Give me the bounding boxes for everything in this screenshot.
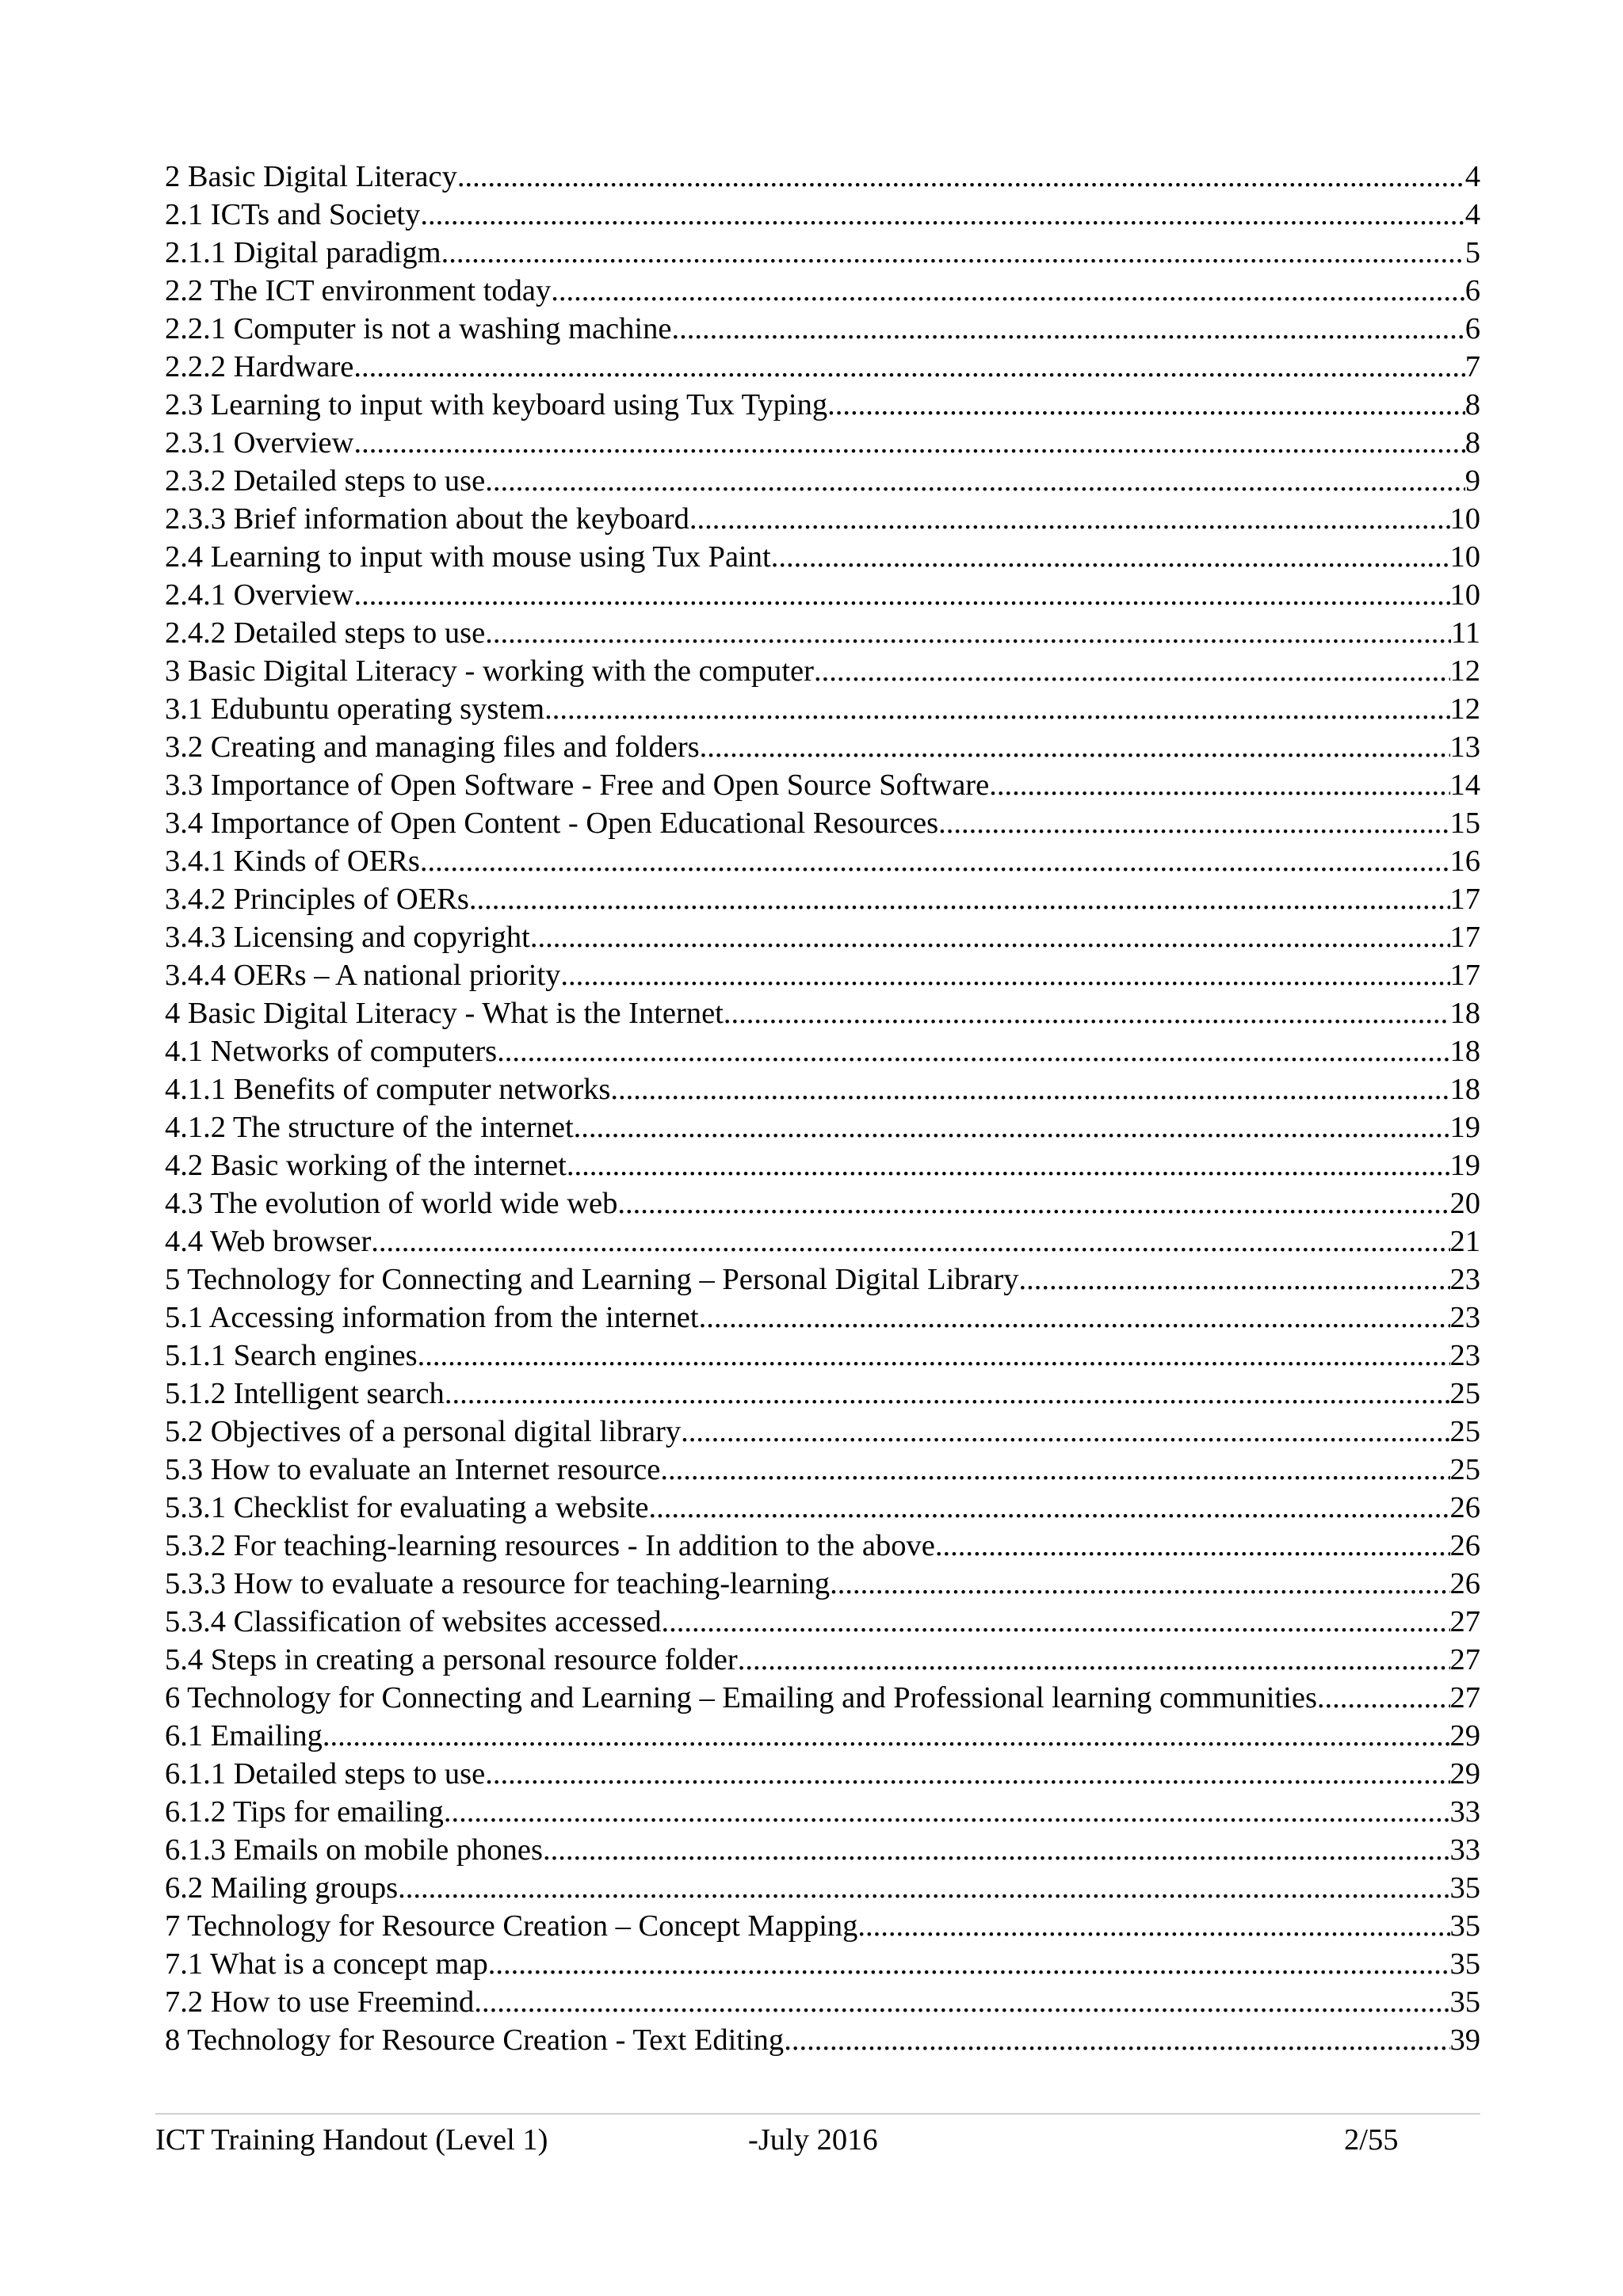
toc-dot-leader bbox=[497, 1032, 1449, 1070]
toc-entry-title: 5.3 How to evaluate an Internet resource bbox=[165, 1453, 661, 1486]
toc-entry-title: 7.1 What is a concept map bbox=[165, 1947, 488, 1981]
toc-entry[interactable] bbox=[165, 386, 1480, 424]
toc-entry[interactable] bbox=[165, 1945, 1480, 1983]
toc-entry[interactable] bbox=[165, 880, 1480, 918]
toc-entry-title: 2 Basic Digital Literacy bbox=[165, 160, 457, 193]
toc-entry-page-number: 4 bbox=[1465, 160, 1480, 193]
toc-entry[interactable] bbox=[165, 690, 1480, 728]
toc-dot-leader bbox=[1317, 1679, 1450, 1717]
toc-entry-title: 8 Technology for Resource Creation - Text Editing bbox=[165, 2023, 785, 2057]
toc-dot-leader bbox=[567, 1146, 1450, 1184]
toc-entry-title: 7.2 How to use Freemind bbox=[165, 1985, 475, 2019]
toc-entry[interactable] bbox=[165, 1793, 1480, 1831]
toc-entry-page-number: 27 bbox=[1449, 1681, 1480, 1714]
toc-entry[interactable] bbox=[165, 158, 1480, 196]
toc-entry-title: 6 Technology for Connecting and Learning – Emailing and Professional learning communities bbox=[165, 1681, 1317, 1714]
table-of-contents bbox=[165, 158, 1480, 2059]
toc-entry-page-number: 7 bbox=[1465, 350, 1480, 383]
toc-entry-title: 6.1.1 Detailed steps to use bbox=[165, 1757, 486, 1791]
toc-entry-page-number: 33 bbox=[1449, 1795, 1480, 1829]
toc-entry[interactable] bbox=[165, 576, 1480, 614]
toc-entry-page-number: 25 bbox=[1449, 1415, 1480, 1448]
toc-dot-leader bbox=[610, 1070, 1449, 1108]
toc-entry[interactable] bbox=[165, 1527, 1480, 1565]
toc-entry[interactable] bbox=[165, 728, 1480, 766]
toc-dot-leader bbox=[827, 386, 1465, 424]
toc-entry-page-number: 35 bbox=[1449, 1947, 1480, 1981]
toc-dot-leader bbox=[353, 348, 1465, 386]
toc-dot-leader bbox=[771, 538, 1450, 576]
toc-dot-leader bbox=[444, 1793, 1450, 1831]
toc-entry-page-number: 10 bbox=[1449, 540, 1480, 574]
toc-entry-page-number: 8 bbox=[1465, 426, 1480, 460]
toc-entry-page-number: 23 bbox=[1449, 1301, 1480, 1334]
toc-entry-title: 3.2 Creating and managing files and folders bbox=[165, 730, 700, 764]
toc-entry-title: 5.3.2 For teaching-learning resources - In addition to the above bbox=[165, 1529, 935, 1562]
toc-entry-title: 3.4.2 Principles of OERs bbox=[165, 883, 469, 916]
toc-entry[interactable] bbox=[165, 538, 1480, 576]
toc-entry-title: 4 Basic Digital Literacy - What is the Internet bbox=[165, 997, 724, 1030]
toc-dot-leader bbox=[681, 1413, 1449, 1451]
toc-dot-leader bbox=[485, 1755, 1449, 1793]
toc-dot-leader bbox=[544, 690, 1449, 728]
toc-entry[interactable] bbox=[165, 1603, 1480, 1641]
toc-dot-leader bbox=[441, 234, 1465, 272]
toc-entry-title: 6.1.3 Emails on mobile phones bbox=[165, 1833, 543, 1867]
toc-entry-page-number: 23 bbox=[1449, 1339, 1480, 1372]
toc-dot-leader bbox=[935, 1527, 1450, 1565]
toc-entry[interactable] bbox=[165, 462, 1480, 500]
toc-entry-page-number: 18 bbox=[1449, 997, 1480, 1030]
toc-dot-leader bbox=[445, 1375, 1450, 1413]
toc-dot-leader bbox=[689, 500, 1450, 538]
toc-entry-title: 3 Basic Digital Literacy - working with the computer bbox=[165, 654, 814, 688]
toc-dot-leader bbox=[857, 1907, 1449, 1945]
footer-divider bbox=[155, 2113, 1480, 2115]
toc-dot-leader bbox=[371, 1222, 1449, 1261]
toc-entry-page-number: 17 bbox=[1449, 959, 1480, 992]
toc-dot-leader bbox=[662, 1603, 1450, 1641]
toc-entry-page-number: 35 bbox=[1449, 1985, 1480, 2019]
toc-entry[interactable] bbox=[165, 1755, 1480, 1793]
toc-entry-title: 4.4 Web browser bbox=[165, 1225, 372, 1258]
toc-entry-title: 4.2 Basic working of the internet bbox=[165, 1149, 567, 1182]
toc-entry-title: 5.1.2 Intelligent search bbox=[165, 1377, 445, 1410]
toc-dot-leader bbox=[398, 1869, 1449, 1907]
toc-entry-page-number: 19 bbox=[1449, 1111, 1480, 1144]
toc-entry-page-number: 33 bbox=[1449, 1833, 1480, 1867]
toc-dot-leader bbox=[784, 2021, 1449, 2059]
toc-entry-page-number: 16 bbox=[1449, 845, 1480, 878]
toc-entry-page-number: 8 bbox=[1465, 388, 1480, 421]
toc-entry[interactable] bbox=[165, 1146, 1480, 1184]
toc-entry-title: 5.3.4 Classification of websites accessed bbox=[165, 1605, 662, 1638]
toc-entry-page-number: 35 bbox=[1449, 1871, 1480, 1905]
toc-entry-title: 2.2.2 Hardware bbox=[165, 350, 354, 383]
toc-entry-page-number: 14 bbox=[1449, 769, 1480, 802]
toc-entry[interactable] bbox=[165, 766, 1480, 804]
toc-dot-leader bbox=[543, 1831, 1450, 1869]
toc-dot-leader bbox=[700, 728, 1450, 766]
toc-entry-title: 3.4 Importance of Open Content - Open Educational Resources bbox=[165, 807, 939, 840]
toc-entry-page-number: 6 bbox=[1465, 312, 1480, 345]
toc-entry-page-number: 23 bbox=[1449, 1263, 1480, 1296]
toc-entry-page-number: 35 bbox=[1449, 1909, 1480, 1943]
toc-entry-page-number: 29 bbox=[1449, 1719, 1480, 1753]
toc-entry-title: 3.3 Importance of Open Software - Free and Open Source Software bbox=[165, 769, 990, 802]
toc-dot-leader bbox=[699, 1299, 1450, 1337]
toc-entry-page-number: 26 bbox=[1449, 1491, 1480, 1524]
toc-entry-title: 2.1.1 Digital paradigm bbox=[165, 236, 441, 269]
toc-entry-page-number: 6 bbox=[1465, 274, 1480, 307]
toc-entry[interactable] bbox=[165, 310, 1480, 348]
toc-entry-page-number: 17 bbox=[1449, 921, 1480, 954]
toc-entry-title: 2.4 Learning to input with mouse using Tux Paint bbox=[165, 540, 771, 574]
toc-entry[interactable] bbox=[165, 1983, 1480, 2021]
toc-entry-title: 2.3.1 Overview bbox=[165, 426, 354, 460]
toc-entry-title: 4.1.1 Benefits of computer networks bbox=[165, 1073, 611, 1106]
toc-dot-leader bbox=[418, 1337, 1450, 1375]
toc-entry[interactable] bbox=[165, 1489, 1480, 1527]
toc-entry-title: 5 Technology for Connecting and Learning – Personal Digital Library bbox=[165, 1263, 1019, 1296]
toc-entry[interactable] bbox=[165, 272, 1480, 310]
toc-dot-leader bbox=[617, 1184, 1449, 1222]
toc-entry[interactable] bbox=[165, 234, 1480, 272]
footer-document-title: ICT Training Handout (Level 1) bbox=[155, 2123, 548, 2157]
toc-entry[interactable] bbox=[165, 1565, 1480, 1603]
toc-entry-page-number: 10 bbox=[1449, 502, 1480, 536]
toc-entry-page-number: 21 bbox=[1449, 1225, 1480, 1258]
toc-dot-leader bbox=[474, 1983, 1449, 2021]
toc-dot-leader bbox=[830, 1565, 1449, 1603]
toc-entry-title: 4.1 Networks of computers bbox=[165, 1035, 498, 1068]
toc-entry-page-number: 26 bbox=[1449, 1529, 1480, 1562]
toc-dot-leader bbox=[420, 196, 1465, 234]
toc-entry[interactable] bbox=[165, 994, 1480, 1032]
toc-entry[interactable] bbox=[165, 1108, 1480, 1146]
toc-entry[interactable] bbox=[165, 1222, 1480, 1261]
toc-entry[interactable] bbox=[165, 1413, 1480, 1451]
toc-entry-title: 3.1 Edubuntu operating system bbox=[165, 692, 545, 726]
toc-entry[interactable] bbox=[165, 1451, 1480, 1489]
toc-entry-title: 5.2 Objectives of a personal digital library bbox=[165, 1415, 682, 1448]
toc-entry[interactable] bbox=[165, 1299, 1480, 1337]
toc-dot-leader bbox=[671, 310, 1465, 348]
toc-dot-leader bbox=[457, 158, 1465, 196]
toc-entry[interactable] bbox=[165, 804, 1480, 842]
toc-entry[interactable] bbox=[165, 842, 1480, 880]
toc-entry[interactable] bbox=[165, 500, 1480, 538]
toc-entry-title: 7 Technology for Resource Creation – Concept Mapping bbox=[165, 1909, 858, 1943]
toc-entry[interactable] bbox=[165, 1070, 1480, 1108]
toc-entry-page-number: 9 bbox=[1465, 464, 1480, 498]
toc-entry-title: 5.4 Steps in creating a personal resource folder bbox=[165, 1643, 738, 1676]
toc-entry[interactable] bbox=[165, 348, 1480, 386]
toc-dot-leader bbox=[724, 994, 1450, 1032]
toc-entry-title: 2.1 ICTs and Society bbox=[165, 198, 421, 231]
toc-entry-page-number: 12 bbox=[1449, 654, 1480, 688]
toc-entry-page-number: 13 bbox=[1449, 730, 1480, 764]
toc-entry[interactable] bbox=[165, 614, 1480, 652]
toc-entry[interactable] bbox=[165, 2021, 1480, 2059]
toc-entry-title: 5.3.3 How to evaluate a resource for teaching-learning bbox=[165, 1567, 831, 1600]
toc-entry[interactable] bbox=[165, 1337, 1480, 1375]
toc-entry[interactable] bbox=[165, 1261, 1480, 1299]
toc-entry-page-number: 11 bbox=[1450, 616, 1480, 650]
toc-dot-leader bbox=[738, 1641, 1450, 1679]
toc-dot-leader bbox=[989, 766, 1449, 804]
toc-dot-leader bbox=[488, 1945, 1450, 1983]
toc-dot-leader bbox=[938, 804, 1449, 842]
toc-entry-title: 3.4.3 Licensing and copyright bbox=[165, 921, 530, 954]
toc-dot-leader bbox=[323, 1717, 1450, 1755]
toc-entry-title: 6.1.2 Tips for emailing bbox=[165, 1795, 444, 1829]
toc-dot-leader bbox=[649, 1489, 1450, 1527]
toc-entry-page-number: 19 bbox=[1449, 1149, 1480, 1182]
toc-entry[interactable] bbox=[165, 1831, 1480, 1869]
toc-entry-title: 2.4.1 Overview bbox=[165, 578, 354, 612]
footer-page-number: 2/55 bbox=[1344, 2123, 1399, 2157]
toc-dot-leader bbox=[560, 956, 1449, 994]
toc-entry[interactable] bbox=[165, 1679, 1480, 1717]
toc-entry-title: 2.2 The ICT environment today bbox=[165, 274, 552, 307]
toc-entry-title: 3.4.1 Kinds of OERs bbox=[165, 845, 420, 878]
toc-entry-page-number: 18 bbox=[1449, 1035, 1480, 1068]
toc-entry-page-number: 12 bbox=[1449, 692, 1480, 726]
toc-entry[interactable] bbox=[165, 1869, 1480, 1907]
toc-entry-title: 5.3.1 Checklist for evaluating a website bbox=[165, 1491, 649, 1524]
toc-entry-title: 3.4.4 OERs – A national priority bbox=[165, 959, 561, 992]
toc-entry-title: 6.2 Mailing groups bbox=[165, 1871, 399, 1905]
toc-dot-leader bbox=[814, 652, 1450, 690]
toc-dot-leader bbox=[551, 272, 1465, 310]
toc-entry[interactable] bbox=[165, 1907, 1480, 1945]
toc-entry-page-number: 25 bbox=[1449, 1453, 1480, 1486]
toc-entry[interactable] bbox=[165, 1032, 1480, 1070]
toc-dot-leader bbox=[530, 918, 1450, 956]
toc-entry-page-number: 26 bbox=[1449, 1567, 1480, 1600]
toc-dot-leader bbox=[660, 1451, 1449, 1489]
toc-dot-leader bbox=[485, 614, 1451, 652]
toc-entry[interactable] bbox=[165, 424, 1480, 462]
toc-entry-page-number: 10 bbox=[1449, 578, 1480, 612]
toc-dot-leader bbox=[353, 576, 1449, 614]
toc-entry-title: 2.3.2 Detailed steps to use bbox=[165, 464, 486, 498]
page-footer bbox=[155, 2119, 1480, 2161]
footer-date: -July 2016 bbox=[748, 2123, 878, 2157]
toc-entry-page-number: 25 bbox=[1449, 1377, 1480, 1410]
toc-entry[interactable] bbox=[165, 918, 1480, 956]
toc-entry-page-number: 18 bbox=[1449, 1073, 1480, 1106]
toc-dot-leader bbox=[353, 424, 1465, 462]
toc-entry-title: 2.4.2 Detailed steps to use bbox=[165, 616, 486, 650]
toc-dot-leader bbox=[469, 880, 1450, 918]
toc-entry-title: 6.1 Emailing bbox=[165, 1719, 323, 1753]
toc-entry-page-number: 4 bbox=[1465, 198, 1480, 231]
toc-entry-title: 4.3 The evolution of world wide web bbox=[165, 1187, 618, 1220]
toc-entry[interactable] bbox=[165, 652, 1480, 690]
toc-entry-title: 2.2.1 Computer is not a washing machine bbox=[165, 312, 672, 345]
toc-entry[interactable] bbox=[165, 1375, 1480, 1413]
toc-entry[interactable] bbox=[165, 196, 1480, 234]
toc-entry[interactable] bbox=[165, 956, 1480, 994]
toc-entry-page-number: 17 bbox=[1449, 883, 1480, 916]
toc-entry-page-number: 39 bbox=[1449, 2023, 1480, 2057]
toc-entry-title: 5.1.1 Search engines bbox=[165, 1339, 418, 1372]
toc-entry[interactable] bbox=[165, 1641, 1480, 1679]
toc-entry-page-number: 5 bbox=[1465, 236, 1480, 269]
toc-dot-leader bbox=[420, 842, 1450, 880]
toc-entry-page-number: 27 bbox=[1449, 1643, 1480, 1676]
toc-dot-leader bbox=[485, 462, 1465, 500]
toc-entry-page-number: 20 bbox=[1449, 1187, 1480, 1220]
toc-dot-leader bbox=[1019, 1261, 1450, 1299]
toc-entry-title: 4.1.2 The structure of the internet bbox=[165, 1111, 574, 1144]
toc-dot-leader bbox=[574, 1108, 1450, 1146]
toc-entry-page-number: 29 bbox=[1449, 1757, 1480, 1791]
toc-entry-page-number: 27 bbox=[1449, 1605, 1480, 1638]
toc-entry-page-number: 15 bbox=[1449, 807, 1480, 840]
toc-entry-title: 2.3 Learning to input with keyboard using Tux Typing bbox=[165, 388, 828, 421]
toc-entry-title: 5.1 Accessing information from the internet bbox=[165, 1301, 699, 1334]
toc-entry-title: 2.3.3 Brief information about the keyboard bbox=[165, 502, 689, 536]
toc-entry[interactable] bbox=[165, 1184, 1480, 1222]
toc-entry[interactable] bbox=[165, 1717, 1480, 1755]
